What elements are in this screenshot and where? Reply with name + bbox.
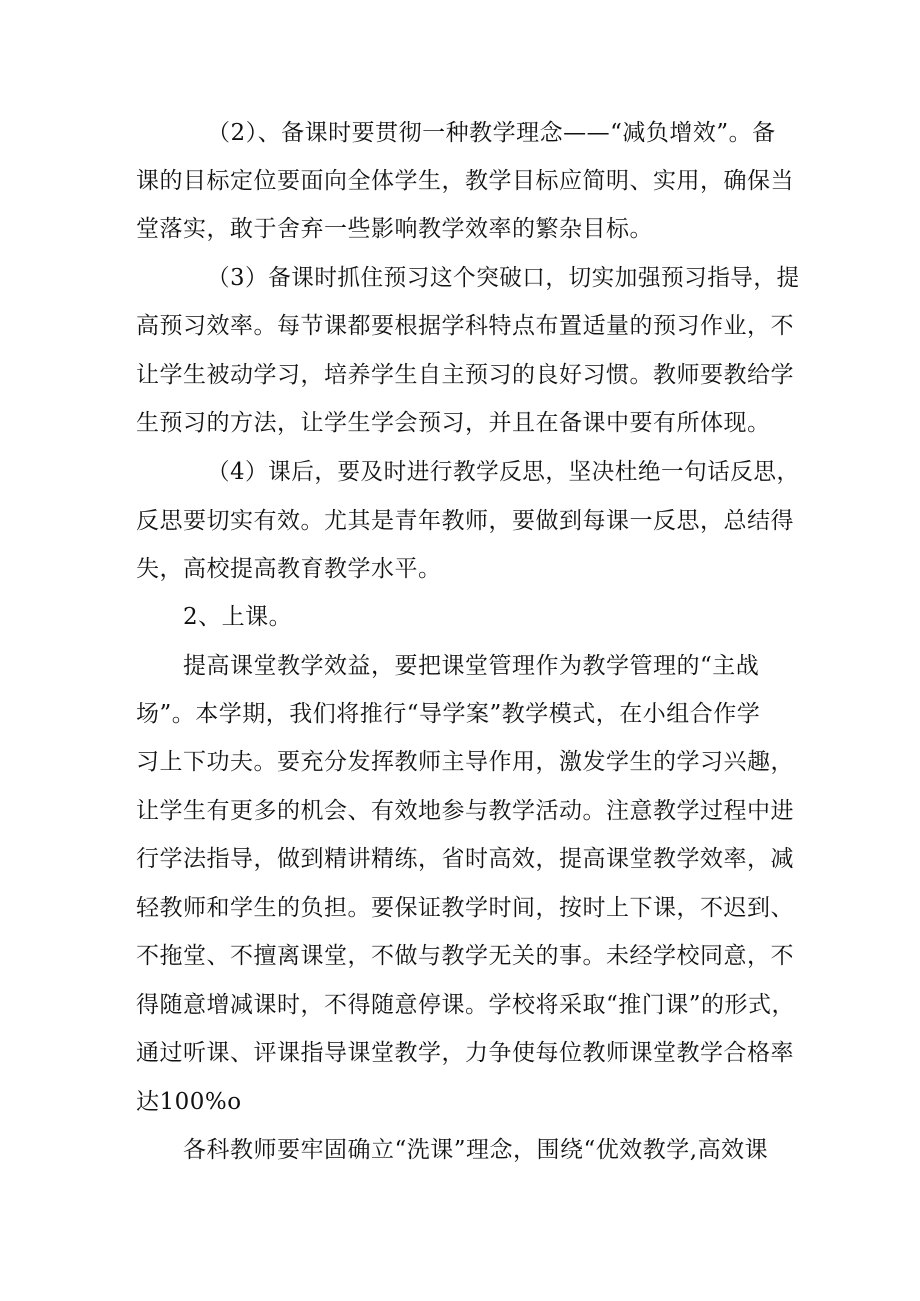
paragraph-class-line-3: 习上下功夫。要充分发挥教师主导作用，激发学生的学习兴趣， (136, 749, 794, 775)
paragraph-2-line-2: 课的目标定位要面向全体学生，教学目标应简明、实用，确保当 (136, 168, 794, 194)
paragraph-class-line-2: 场”。本学期，我们将推行“导学案”教学模式，在小组合作学 (136, 701, 761, 727)
paragraph-class-line-8: 得随意增减课时，不得随意停课。学校将采取“推门课”的形式， (136, 992, 796, 1018)
paragraph-class-line-7: 不拖堂、不擅离课堂，不做与教学无关的事。未经学校同意，不 (136, 943, 794, 969)
paragraph-3-line-3: 让学生被动学习，培养学生自主预习的良好习惯。教师要教给学 (136, 362, 794, 388)
paragraph-class-line-4: 让学生有更多的机会、有效地参与教学活动。注意教学过程中进 (136, 798, 794, 824)
paragraph-2-line-1: （2）、备课时要贯彻一种教学理念——“减负增效”。备 (207, 120, 776, 146)
paragraph-3-line-1: （3）备课时抓住预习这个突破口，切实加强预习指导，提 (207, 265, 800, 291)
paragraph-class-line-6: 轻教师和学生的负担。要保证教学时间，按时上下课，不迟到、 (136, 895, 794, 921)
paragraph-class-line-9: 通过听课、评课指导课堂教学，力争使每位教师课堂教学合格率 (136, 1040, 794, 1066)
paragraph-4-line-2: 反思要切实有效。尤其是青年教师，要做到每课一反思，总结得 (136, 508, 794, 534)
paragraph-2-line-3: 堂落实，敢于舍弃一些影响教学效率的繁杂目标。 (136, 216, 653, 242)
paragraph-3-line-2: 高预习效率。每节课都要根据学科特点布置适量的预习作业，不 (136, 313, 794, 339)
paragraph-class-line-5: 行学法指导，做到精讲精练，省时高效，提高课堂教学效率，减 (136, 846, 794, 872)
section-heading-2: 2、上课。 (183, 604, 293, 630)
paragraph-4-line-1: （4）课后，要及时进行教学反思，坚决杜绝一句话反思， (207, 459, 800, 485)
paragraph-wash-line-1: 各科教师要牢固确立“洗课”理念，围绕“优效教学,高效课 (183, 1137, 769, 1163)
paragraph-class-line-1: 提高课堂教学效益，要把课堂管理作为教学管理的“主战 (183, 653, 760, 679)
paragraph-class-line-10: 达100%o (136, 1089, 242, 1115)
paragraph-3-line-4: 生预习的方法，让学生学会预习，并且在备课中要有所体现。 (136, 410, 771, 436)
paragraph-4-line-3: 失，高校提高教育教学水平。 (136, 556, 442, 582)
